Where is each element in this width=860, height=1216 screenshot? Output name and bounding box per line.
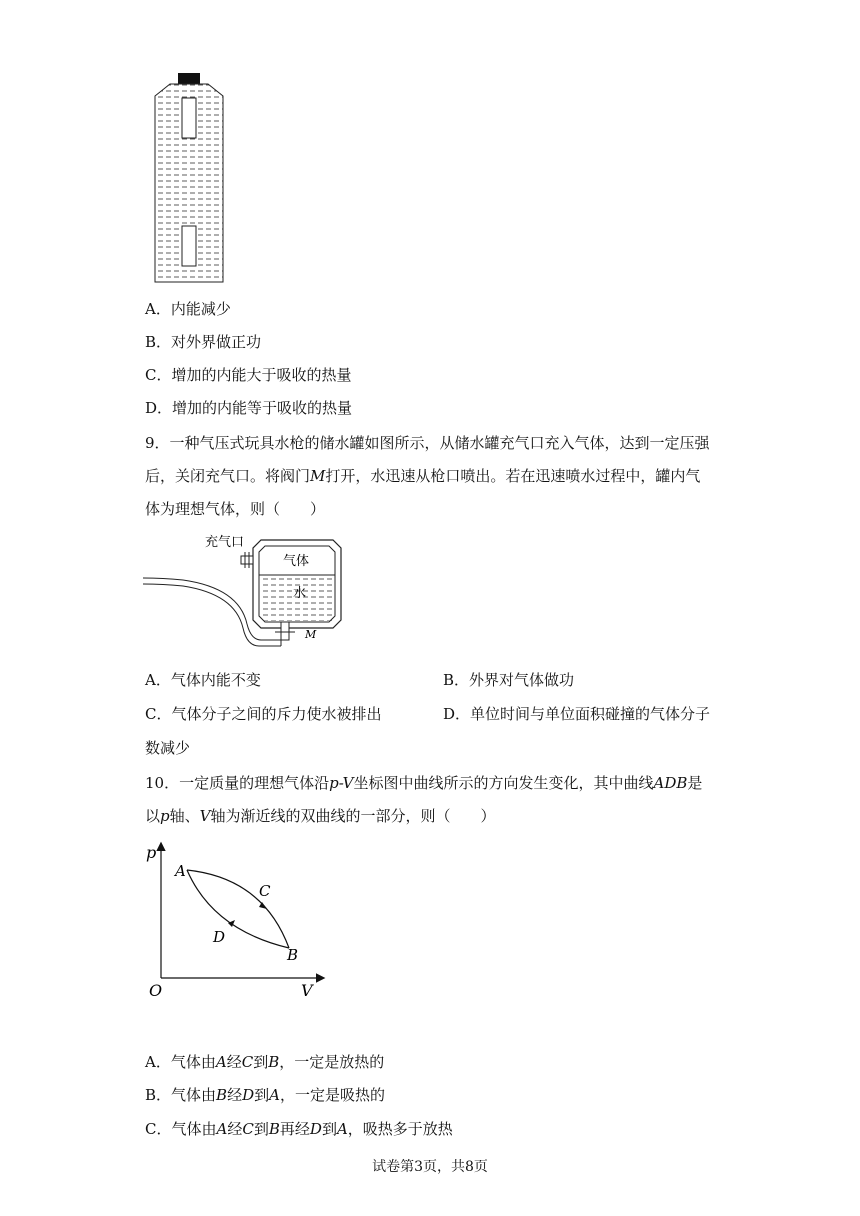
- q9-option-a: A．气体内能不变: [145, 671, 261, 689]
- curve-adb: [187, 870, 289, 948]
- q10-option-b: B．气体由B经D到A，一定是吸热的: [145, 1086, 385, 1104]
- graph-label-p: p: [146, 843, 157, 862]
- q10-stem-line1: 10．一定质量的理想气体沿p-V坐标图中曲线所示的方向发生变化，其中曲线ADB是: [145, 774, 703, 792]
- q9-option-d-cont: 数减少: [145, 739, 191, 757]
- graph-label-v: V: [301, 981, 313, 1000]
- outlet-pipe: [281, 622, 289, 640]
- graph-label-a: A: [175, 862, 186, 880]
- pv-graph-figure: [143, 838, 333, 1002]
- curve-acb: [187, 870, 289, 948]
- upper-tube: [182, 98, 196, 138]
- q10-option-c: C．气体由A经C到B再经D到A，吸热多于放热: [145, 1120, 453, 1138]
- q10-stem-line2: 以p轴、V轴为渐近线的双曲线的一部分，则（ ）: [145, 807, 496, 825]
- label-gas: 气体: [283, 554, 310, 569]
- label-inlet: 充气口: [205, 535, 245, 550]
- page-footer: 试卷第3页，共8页: [372, 1159, 488, 1175]
- graph-label-o: O: [149, 981, 163, 1000]
- container-figure: [150, 70, 230, 286]
- lower-tube: [182, 226, 196, 266]
- q8-option-d: D．增加的内能等于吸收的热量: [145, 399, 353, 417]
- q8-option-b: B．对外界做正功: [145, 333, 262, 351]
- graph-label-c: C: [259, 882, 271, 900]
- water-tank-figure: [143, 528, 363, 656]
- inlet-valve: [241, 556, 253, 564]
- graph-label-b: B: [287, 946, 299, 964]
- q9-option-c: C．气体分子之间的斥力使水被排出: [145, 705, 382, 723]
- label-valve-m: M: [305, 628, 317, 641]
- q8-option-c: C．增加的内能大于吸收的热量: [145, 366, 352, 384]
- graph-label-d: D: [213, 928, 226, 946]
- q9-stem-line1: 9．一种气压式玩具水枪的储水罐如图所示，从储水罐充气口充入气体，达到一定压强: [145, 434, 710, 452]
- arrow-c: [259, 902, 267, 909]
- label-water: 水: [293, 586, 307, 601]
- q8-option-a: A．内能减少: [145, 300, 231, 318]
- q9-option-d: D．单位时间与单位面积碰撞的气体分子: [443, 705, 711, 723]
- q9-option-b: B．外界对气体做功: [443, 671, 575, 689]
- container-cap: [178, 73, 200, 84]
- q9-stem-line2: 后，关闭充气口。将阀门M打开，水迅速从枪口喷出。若在迅速喷水过程中，罐内气: [145, 467, 701, 485]
- q9-stem-line3: 体为理想气体，则（ ）: [145, 500, 326, 518]
- q10-option-a: A．气体由A经C到B，一定是放热的: [145, 1053, 385, 1071]
